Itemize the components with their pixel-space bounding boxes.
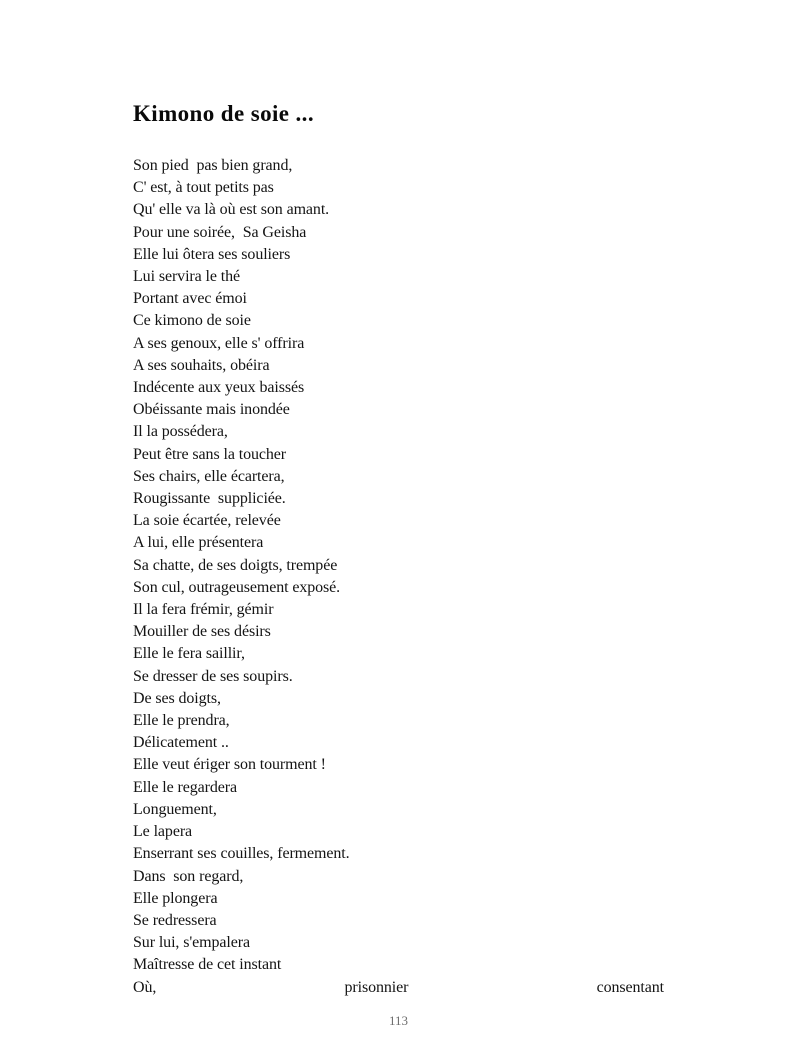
poem-line: Ce kimono de soie <box>133 312 251 330</box>
poem-line: Ses chairs, elle écartera, <box>133 467 285 485</box>
poem-line: De ses doigts, <box>133 689 221 707</box>
poem-line: Sur lui, s'empalera <box>133 934 250 952</box>
poem-line: Maîtresse de cet instant <box>133 956 282 974</box>
poem-line: Sa chatte, de ses doigts, trempée <box>133 556 338 574</box>
poem-line: Elle le fera saillir, <box>133 645 245 663</box>
poem-line: Délicatement .. <box>133 734 229 752</box>
poem-line: A ses genoux, elle s' offrira <box>133 334 305 352</box>
poem-line: A ses souhaits, obéira <box>133 356 270 374</box>
poem-line: La soie écartée, relevée <box>133 512 281 530</box>
poem-line: Son pied pas bien grand, <box>133 157 293 174</box>
poem-line: Pour une soirée, Sa Geisha <box>133 223 307 241</box>
poem-line: Lui servira le thé <box>133 268 241 286</box>
poem-body <box>133 155 664 999</box>
poem-line: Obéissante mais inondée <box>133 401 290 419</box>
poem-line: Enserrant ses couilles, fermement. <box>133 845 350 863</box>
poem-line: Elle veut ériger son tourment ! <box>133 756 326 774</box>
poem-line: Qu' elle va là où est son amant. <box>133 201 330 219</box>
poem-line: Indécente aux yeux baissés <box>133 379 305 397</box>
poem-line: Elle lui ôtera ses souliers <box>133 245 291 263</box>
poem-justified-line <box>133 977 664 999</box>
poem-line: Son cul, outrageusement exposé. <box>133 578 341 596</box>
page-number: 113 <box>388 1013 409 1028</box>
poem-line: Longuement, <box>133 800 217 818</box>
poem-line: Elle le prendra, <box>133 712 230 730</box>
poem-lines <box>133 155 664 977</box>
poem-line: C' est, à tout petits pas <box>133 179 274 197</box>
justified-word-middle: prisonnier <box>344 978 409 996</box>
poem-line: A lui, elle présentera <box>133 534 264 552</box>
poem-line: Elle plongera <box>133 889 218 907</box>
poem-line: Portant avec émoi <box>133 290 247 308</box>
justified-word-right: consentant <box>596 978 664 996</box>
poem-line: Rougissante suppliciée. <box>133 490 286 508</box>
poem-line: Il la fera frémir, gémir <box>133 601 274 619</box>
poem-line: Se dresser de ses soupirs. <box>133 667 293 685</box>
poem-line: Dans son regard, <box>133 867 244 885</box>
poem-line: Mouiller de ses désirs <box>133 623 271 641</box>
page-content <box>133 101 664 999</box>
poem-line: Il la possédera, <box>133 423 228 441</box>
poem-line: Le lapera <box>133 823 193 841</box>
poem-title: Kimono de soie ... <box>133 101 314 126</box>
poem-line: Elle le regardera <box>133 778 238 796</box>
poem-line: Peut être sans la toucher <box>133 445 287 463</box>
poem-line: Se redressera <box>133 911 217 929</box>
justified-word-left: Où, <box>133 978 157 996</box>
